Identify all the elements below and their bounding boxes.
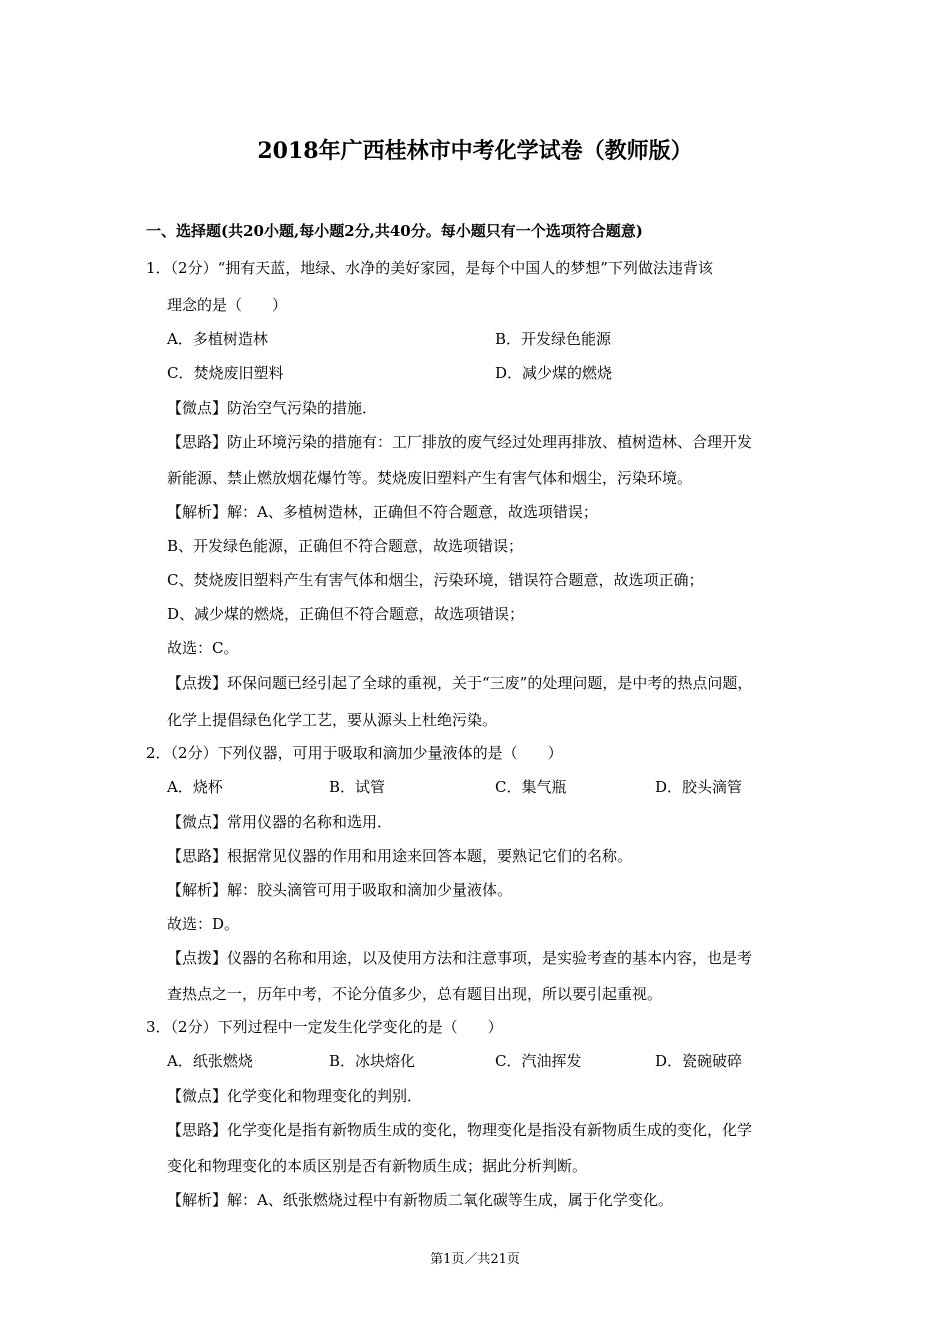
question-2-silu: 【思路】根据常见仪器的作用和用途来回答本题，要熟记它们的名称。	[167, 847, 633, 865]
page-title: 2018年广西桂林市中考化学试卷（教师版）	[257, 138, 693, 164]
question-1-option-a: A．多植树造林	[167, 330, 268, 348]
question-1-jiexi: 【解析】解：A、多植树造林，正确但不符合题意，故选项错误；	[167, 503, 598, 521]
question-3-option-c: C．汽油挥发	[495, 1052, 582, 1070]
question-3-silu-continued: 变化和物理变化的本质区别是否有新物质生成；据此分析判断。	[167, 1157, 588, 1175]
question-1-answer: 故选：C。	[167, 639, 239, 657]
question-2-weidian: 【微点】常用仪器的名称和选用．	[167, 813, 393, 831]
question-1-option-d: D．减少煤的燃烧	[495, 364, 613, 382]
question-1-weidian: 【微点】防治空气污染的措施．	[167, 399, 378, 417]
question-2-stem: 2．（2分）下列仪器，可用于吸取和滴加少量液体的是（ ）	[146, 744, 563, 762]
question-1-stem: 1．（2分）“拥有天蓝，地绿、水净的美好家园，是每个中国人的梦想”下列做法违背该	[146, 259, 713, 277]
question-3-option-b: B．冰块熔化	[329, 1052, 416, 1070]
question-1-jiexi-b: B、开发绿色能源，正确但不符合题意，故选项错误；	[167, 537, 524, 555]
question-2-answer: 故选：D。	[167, 915, 240, 933]
question-2-option-b: B．试管	[329, 778, 386, 796]
question-2-dianbo: 【点拨】仪器的名称和用途，以及使用方法和注意事项，是实验考查的基本内容，也是考	[167, 949, 753, 967]
question-1-option-c: C．焚烧废旧塑料	[167, 364, 284, 382]
question-1-silu: 【思路】防止环境污染的措施有：工厂排放的废气经过处理再排放、植树造林、合理开发	[167, 433, 753, 451]
question-3-option-d: D．瓷碗破碎	[655, 1052, 743, 1070]
question-1-stem-continued: 理念的是（ ）	[167, 296, 288, 314]
question-2-option-c: C．集气瓶	[495, 778, 567, 796]
question-3-option-a: A．纸张燃烧	[167, 1052, 253, 1070]
question-1-jiexi-d: D、减少煤的燃烧，正确但不符合题意，故选项错误；	[167, 605, 525, 623]
section-heading: 一、选择题(共20小题,每小题2分,共40分。每小题只有一个选项符合题意)	[146, 222, 643, 240]
question-2-dianbo-continued: 查热点之一，历年中考，不论分值多少，总有题目出现，所以要引起重视。	[167, 985, 663, 1003]
question-1-silu-continued: 新能源、禁止燃放烟花爆竹等。焚烧废旧塑料产生有害气体和烟尘，污染环境。	[167, 469, 693, 487]
question-3-silu: 【思路】化学变化是指有新物质生成的变化，物理变化是指没有新物质生成的变化，化学	[167, 1121, 753, 1139]
question-3-weidian: 【微点】化学变化和物理变化的判别．	[167, 1087, 423, 1105]
question-2-jiexi: 【解析】解：胶头滴管可用于吸取和滴加少量液体。	[167, 881, 513, 899]
question-1-dianbo: 【点拨】环保问题已经引起了全球的重视，关于“三废”的处理问题，是中考的热点问题，	[167, 674, 753, 692]
page-footer: 第1页／共21页	[430, 1252, 520, 1267]
question-1-dianbo-continued: 化学上提倡绿色化学工艺，要从源头上杜绝污染。	[167, 711, 498, 729]
question-3-stem: 3．（2分）下列过程中一定发生化学变化的是（ ）	[146, 1018, 503, 1036]
question-1-jiexi-c: C、焚烧废旧塑料产生有害气体和烟尘，污染环境，错误符合题意，故选项正确；	[167, 571, 704, 589]
question-2-option-a: A．烧杯	[167, 778, 223, 796]
question-1-option-b: B．开发绿色能源	[495, 330, 612, 348]
question-2-option-d: D．胶头滴管	[655, 778, 743, 796]
question-3-jiexi: 【解析】解：A、纸张燃烧过程中有新物质二氧化碳等生成，属于化学变化。	[167, 1191, 673, 1209]
